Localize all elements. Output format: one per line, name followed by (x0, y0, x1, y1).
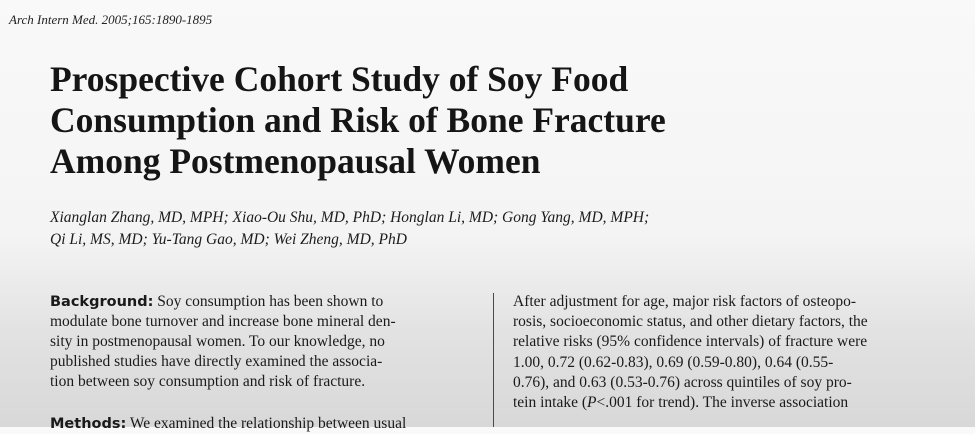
author-list (50, 207, 649, 251)
results-text-line: 0.76), and 0.63 (0.53-0.76) across quintiles of soy pro- (513, 373, 852, 391)
background-text-line: tion between soy consumption and risk of fracture. (50, 373, 366, 390)
results-text-line: 1.00, 0.72 (0.62-0.83), 0.69 (0.59-0.80), 0.64 (0.55- (513, 353, 834, 371)
article-title (50, 59, 666, 182)
abstract-right-column (513, 292, 938, 413)
background-text: Soy consumption has been shown to (153, 293, 384, 310)
methods-text: We examined the relationship between usual (126, 415, 407, 432)
title-line: Among Postmenopausal Women (50, 141, 541, 181)
author-line: Xianglan Zhang, MD, MPH; Xiao-Ou Shu, MD, PhD; Honglan Li, MD; Gong Yang, MD, MPH; (50, 209, 650, 226)
background-label: Background: (50, 294, 154, 310)
methods-first-line (50, 414, 406, 434)
results-text-line: rosis, socioeconomic status, and other dietary factors, the (513, 313, 868, 331)
background-text-line: sity in postmenopausal women. To our knowledge, no (50, 333, 385, 350)
methods-label: Methods: (50, 416, 127, 432)
title-line: Consumption and Risk of Bone Fracture (50, 100, 666, 140)
author-line: Qi Li, MS, MD; Yu-Tang Gao, MD; Wei Zheng, MD, PhD (50, 231, 407, 248)
journal-citation: Arch Intern Med. 2005;165:1890-1895 (9, 12, 213, 27)
title-line: Prospective Cohort Study of Soy Food (50, 59, 629, 99)
background-text-line: modulate bone turnover and increase bone mineral den- (50, 313, 396, 330)
background-first-line (50, 292, 470, 312)
results-text-line: tein intake (P<.001 for trend). The inverse association (513, 394, 849, 412)
abstract-left-column (50, 292, 470, 392)
results-text-line: After adjustment for age, major risk factors of osteopo- (513, 293, 857, 310)
p-value-symbol: P (587, 394, 597, 412)
background-text-line: published studies have directly examined the associa- (50, 353, 383, 370)
column-divider (493, 293, 494, 427)
results-text-line: relative risks (95% confidence intervals) of fracture were (513, 333, 868, 351)
